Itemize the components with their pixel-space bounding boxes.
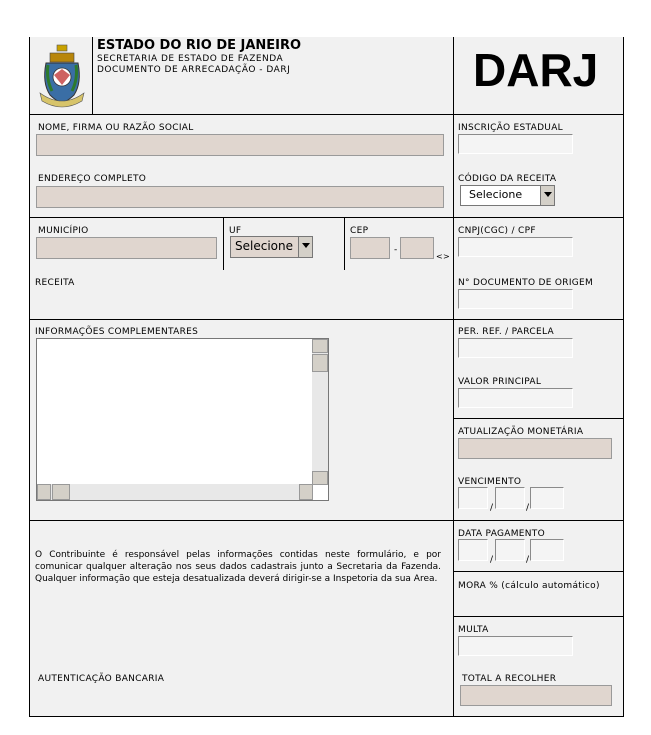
scroll-thumb[interactable]	[52, 484, 70, 500]
darj-form	[29, 37, 624, 717]
cep-part2-input[interactable]	[400, 237, 434, 259]
receita-label: RECEITA	[35, 278, 75, 288]
data-pagamento-label: DATA PAGAMENTO	[458, 529, 545, 539]
pagamento-year-input[interactable]	[530, 539, 564, 561]
cep-label: CEP	[350, 226, 369, 236]
coat-of-arms-logo	[36, 43, 88, 109]
divider	[30, 520, 453, 521]
document-name: DOCUMENTO DE ARRECADAÇÃO - DARJ	[97, 65, 291, 75]
date-separator: /	[490, 503, 494, 513]
total-input[interactable]	[460, 685, 612, 706]
cep-lookup-link[interactable]: <>	[436, 252, 451, 261]
atualizacao-label: ATUALIZAÇÃO MONETÁRIA	[458, 427, 584, 437]
divider	[453, 520, 623, 521]
multa-input[interactable]	[458, 636, 573, 656]
vencimento-year-input[interactable]	[530, 487, 564, 509]
date-separator: /	[526, 555, 530, 565]
divider	[453, 418, 623, 419]
perref-input[interactable]	[458, 338, 573, 358]
divider	[30, 217, 453, 218]
cep-divider	[344, 218, 345, 270]
horizontal-scrollbar[interactable]	[37, 484, 313, 500]
scroll-left-icon[interactable]	[37, 484, 51, 500]
state-name: ESTADO DO RIO DE JANEIRO	[97, 38, 302, 53]
autenticacao-label: AUTENTICAÇÃO BANCARIA	[38, 674, 165, 684]
divider	[453, 114, 623, 115]
cnpj-input[interactable]	[458, 237, 573, 257]
divider	[453, 571, 623, 572]
uf-divider	[223, 218, 224, 270]
cep-separator: -	[394, 245, 398, 255]
valor-input[interactable]	[458, 388, 573, 408]
date-separator: /	[526, 503, 530, 513]
divider	[30, 114, 453, 115]
vencimento-label: VENCIMENTO	[458, 477, 522, 487]
ndoc-input[interactable]	[458, 289, 573, 309]
municipio-label: MUNICÍPIO	[38, 226, 89, 236]
endereco-label: ENDEREÇO COMPLETO	[38, 174, 147, 184]
codigo-label: CÓDIGO DA RECEITA	[458, 174, 557, 184]
cep-part1-input[interactable]	[350, 237, 390, 259]
perref-label: PER. REF. / PARCELA	[458, 327, 554, 337]
scroll-up-icon[interactable]	[312, 339, 328, 353]
divider	[453, 616, 623, 617]
logo-divider	[92, 37, 93, 114]
inscricao-input[interactable]	[458, 134, 573, 154]
municipio-input[interactable]	[36, 237, 217, 259]
info-label: INFORMAÇÕES COMPLEMENTARES	[35, 327, 199, 337]
scroll-down-icon[interactable]	[312, 471, 328, 485]
vencimento-day-input[interactable]	[458, 487, 488, 509]
chevron-down-icon[interactable]	[298, 237, 312, 257]
atualizacao-input[interactable]	[458, 438, 612, 459]
codigo-select[interactable]	[460, 185, 555, 206]
nome-label: NOME, FIRMA OU RAZÃO SOCIAL	[38, 123, 194, 133]
date-separator: /	[490, 555, 494, 565]
multa-label: MULTA	[458, 625, 489, 635]
codigo-select-value: Selecione	[469, 188, 523, 201]
inscricao-label: INSCRIÇÃO ESTADUAL	[458, 123, 563, 133]
valor-label: VALOR PRINCIPAL	[458, 377, 542, 387]
scroll-thumb[interactable]	[312, 354, 328, 372]
ndoc-label: N° DOCUMENTO DE ORIGEM	[458, 278, 594, 288]
uf-label: UF	[229, 226, 242, 236]
divider	[453, 217, 623, 218]
divider	[30, 319, 453, 320]
pagamento-day-input[interactable]	[458, 539, 488, 561]
contribuinte-notice: O Contribuinte é responsável pelas informações contidas neste formulário, e por comunicar qualquer alteração nos seus dados cadastrais junto a Secretaria da Fazenda. Qualquer informação que esteja desatualizada deverá dirigir-se a Inspetoria da sua Area.	[35, 550, 441, 584]
divider	[453, 319, 623, 320]
secretaria-name: SECRETARIA DE ESTADO DE FAZENDA	[97, 54, 284, 64]
uf-select-value: Selecione	[235, 239, 293, 253]
scroll-right-icon[interactable]	[299, 484, 313, 500]
endereco-input[interactable]	[36, 186, 444, 208]
pagamento-month-input[interactable]	[495, 539, 525, 561]
cnpj-label: CNPJ(CGC) / CPF	[458, 226, 536, 236]
uf-select[interactable]	[230, 236, 313, 258]
info-textarea[interactable]	[36, 338, 329, 501]
total-label: TOTAL A RECOLHER	[462, 674, 557, 684]
nome-input[interactable]	[36, 134, 444, 156]
chevron-down-icon[interactable]	[540, 186, 554, 205]
mora-label: MORA % (cálculo automático)	[458, 581, 600, 591]
vertical-scrollbar[interactable]	[312, 339, 328, 485]
vencimento-month-input[interactable]	[495, 487, 525, 509]
column-divider	[453, 37, 454, 716]
darj-title: DARJ	[473, 44, 599, 96]
